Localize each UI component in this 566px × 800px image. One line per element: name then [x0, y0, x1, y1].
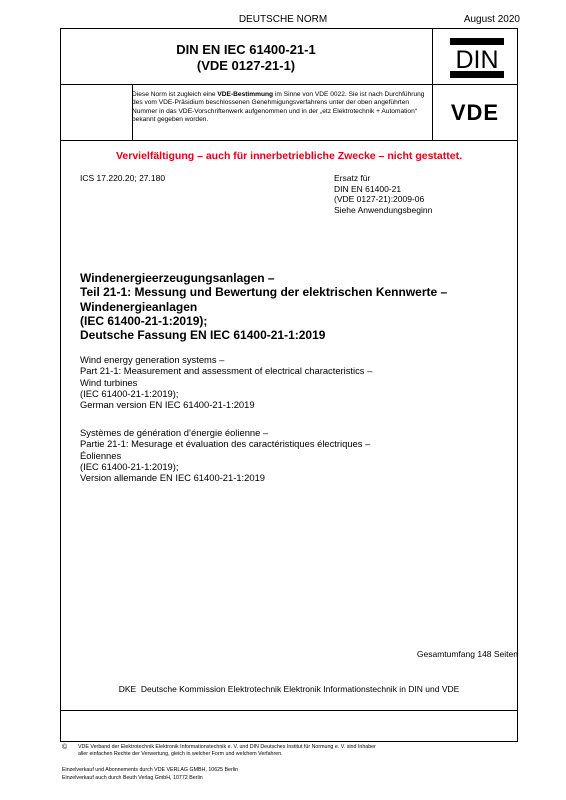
application-start: Siehe Anwendungsbeginn: [334, 204, 433, 215]
title-french: Systèmes de génération d’énergie éolienne – Partie 21-1: Mesurage et évaluation des caractéristiques électriques – Éoliennes (IEC 61400-21-1:2019); Version allemande EN IEC 61400-21-1:2019: [80, 427, 371, 484]
ics-code: ICS 17.220.20; 27.180: [80, 173, 166, 183]
title-english: Wind energy generation systems – Part 21-1: Measurement and assessment of electrical characteristics – Wind turbines (IEC 61400-21-1:2019); German version EN IEC 61400-21-1:2019: [80, 354, 373, 411]
din-logo: [447, 37, 507, 79]
replaced-standard: DIN EN 61400-21: [334, 183, 402, 194]
sales-info: Einzelverkauf und Abonnements durch VDE VERLAG GMBH, 10625 Berlin Einzelverkauf auch durch Beuth Verlag GmbH, 10772 Berlin: [62, 767, 239, 781]
replaced-vde: (VDE 0127-21):2009-06: [334, 194, 425, 205]
document-type-header: DEUTSCHE NORM: [238, 14, 328, 25]
divider-footer: [60, 710, 518, 711]
publication-date: August 2020: [463, 14, 520, 25]
title-german: Windenergieerzeugungsanlagen – Teil 21-1: Messung und Bewertung der elektrischen Kennwerte – Windenergieanlagen (IEC 61400-21-1:2019); Deutsche Fassung EN IEC 61400-21-1:2019: [80, 271, 448, 343]
copyright-icon: ©: [62, 744, 68, 751]
copyright-notice: VDE Verband der Elektrotechnik Elektronik Informationstechnik e. V. und DIN Deutsches Institut für Normung e. V. sind Inhaber aller einfachen Rechte der Verwertung, gleich in welcher Form und welchem Verfahren.: [78, 744, 376, 757]
dke-line: DKE Deutsche Kommission Elektrotechnik Elektronik Informationstechnik in DIN und VDE: [118, 684, 460, 694]
replacement-label: Ersatz für: [334, 173, 371, 183]
divider-notice: [60, 140, 518, 141]
din-logo-text: DIN: [455, 46, 499, 74]
vde-logo: [437, 94, 513, 130]
total-pages: Gesamtumfang 148 Seiten: [416, 649, 518, 659]
vde-determination-note: Diese Norm ist zugleich eine VDE-Bestimmung im Sinne von VDE 0022. Sie ist nach Durchführung des vom VDE-Präsidium beschlossenen Genehmigungsverfahrens unter der oben angeführten Nummer in das VDE-Vorschriftenwerk aufgenommen und in der „etz Elektrotechnik + Automation“ bekannt gegeben worden.: [132, 91, 425, 124]
standard-number-vde: (VDE 0127-21-1): [196, 58, 296, 73]
standard-number: [60, 42, 432, 74]
divider-logo-column: [432, 28, 433, 141]
replacement-info: [334, 173, 432, 215]
standard-number-din: DIN EN IEC 61400-21-1: [176, 42, 316, 57]
divider-header: [60, 84, 518, 85]
vde-logo-text: VDE: [450, 100, 500, 125]
reproduction-notice: Vervielfältigung – auch für innerbetriebliche Zwecke – nicht gestattet.: [115, 150, 462, 162]
